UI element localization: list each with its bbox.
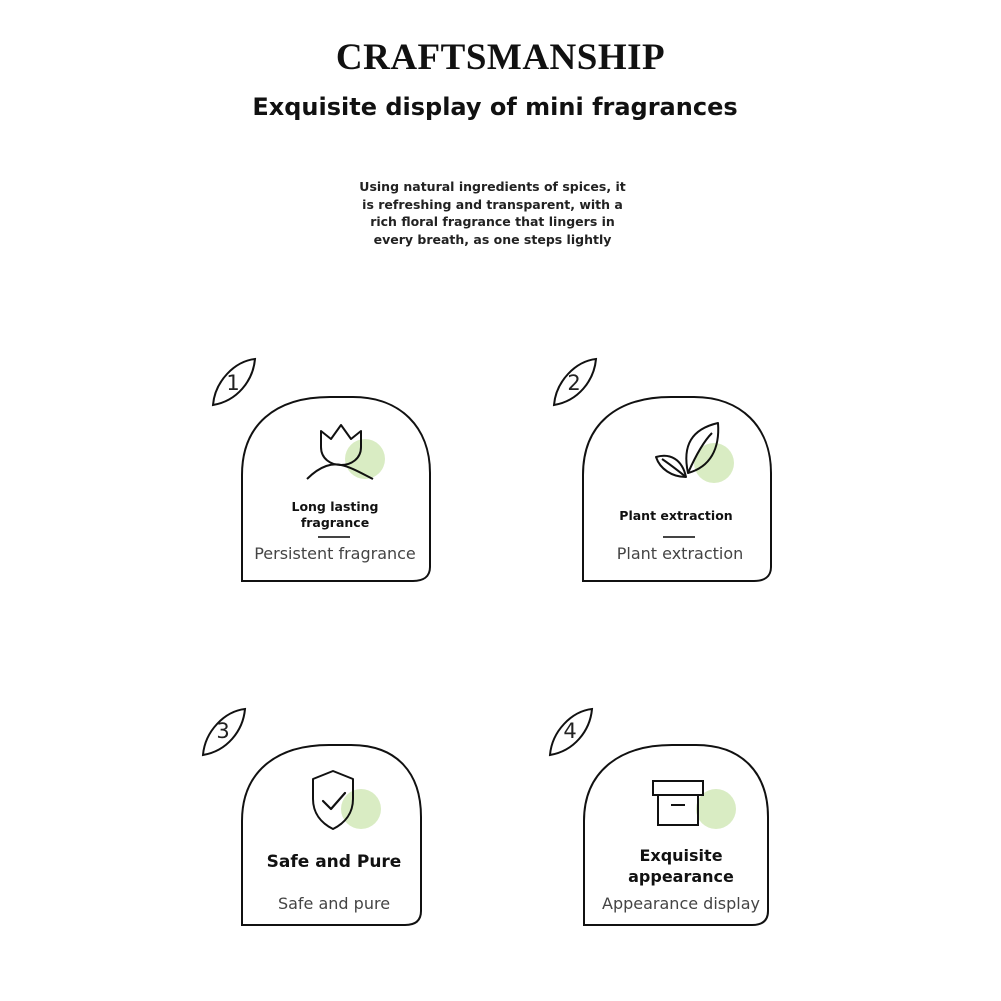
feature-heading-line: appearance [628, 867, 734, 886]
feature-subheading: Appearance display [602, 894, 760, 913]
intro-line: rich floral fragrance that lingers in [370, 214, 615, 229]
feature-subheading: Safe and pure [277, 894, 391, 913]
feature-heading [254, 852, 414, 872]
card-number: 4 [563, 719, 577, 743]
feature-card-2 [546, 355, 806, 615]
intro-line: every breath, as one steps lightly [373, 231, 612, 247]
box-icon [650, 775, 740, 845]
page-subtitle: Exquisite display of mini fragrances [252, 93, 738, 121]
feature-heading-line: Exquisite [639, 846, 723, 865]
feature-heading [606, 508, 746, 524]
feature-heading-line: Plant extraction [619, 508, 733, 523]
feature-heading-line: fragrance [300, 515, 370, 530]
feature-heading-line: Safe and Pure [266, 852, 402, 872]
feature-subheading: Persistent fragrance [254, 544, 416, 563]
intro-text [340, 178, 645, 248]
page-title: CRAFTSMANSHIP [335, 37, 666, 78]
intro-line: is refreshing and transparent, with a [362, 196, 623, 212]
card-number: 1 [226, 371, 240, 395]
feature-subheading: Plant extraction [616, 544, 744, 563]
divider [663, 536, 695, 538]
feature-heading [601, 845, 761, 887]
leaf-icon [652, 419, 742, 489]
intro-line: Using natural ingredients of spices, it [359, 179, 626, 194]
feature-card-3 [199, 705, 459, 965]
divider [318, 536, 350, 538]
feature-heading-line: Long lasting [291, 499, 379, 514]
card-number: 2 [567, 371, 581, 395]
feature-card-1 [205, 355, 465, 615]
feature-heading [275, 499, 395, 531]
lotus-icon [303, 417, 393, 487]
card-number: 3 [216, 719, 230, 743]
feature-card-4 [546, 705, 806, 965]
shield-check-icon [305, 767, 395, 837]
